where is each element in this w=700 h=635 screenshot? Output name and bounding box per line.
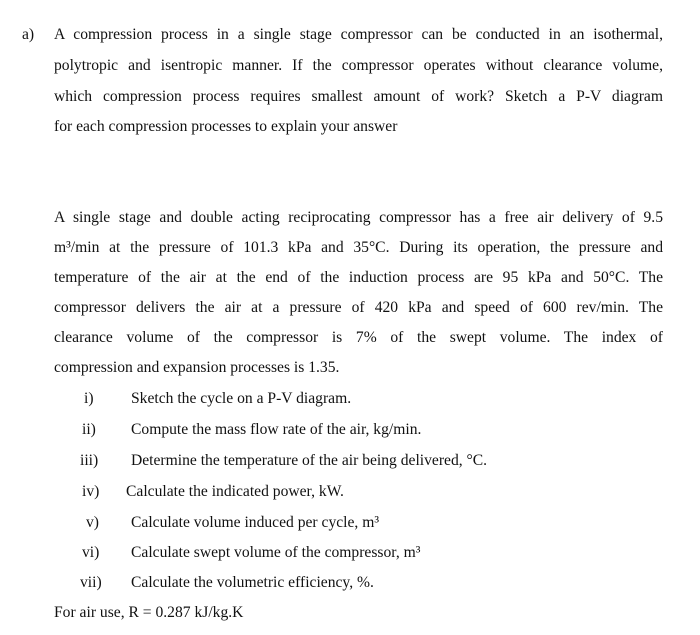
item-2-text: Compute the mass flow rate of the air, kg/min. [131,421,422,438]
part-b-line-1: A single stage and double acting reciprocating compressor has a free air delivery of 9.5 [54,209,663,226]
item-2-number: ii) [82,421,96,438]
part-b-line-3: temperature of the air at the end of the induction process are 95 kPa and 50°C. The [54,269,663,286]
item-1-text: Sketch the cycle on a P-V diagram. [131,390,352,407]
part-a-line-1: A compression process in a single stage compressor can be conducted in an isothermal, [54,26,663,43]
item-5-number: v) [86,514,99,531]
part-b-line-6: compression and expansion processes is 1.35. [54,359,340,376]
item-3-text: Determine the temperature of the air being delivered, °C. [131,452,488,469]
item-7-number: vii) [80,574,102,591]
part-a-line-4: for each compression processes to explain your answer [54,118,398,135]
item-7-text: Calculate the volumetric efficiency, %. [131,574,374,591]
part-b-line-5: clearance volume of the compressor is 7% of the swept volume. The index of [54,329,663,346]
part-a-line-2: polytropic and isentropic manner. If the compressor operates without clearance volume, [54,57,663,74]
gas-constant-note: For air use, R = 0.287 kJ/kg.K [54,604,244,621]
part-a-line-3: which compression process requires smallest amount of work? Sketch a P-V diagram [54,88,663,105]
part-b-line-4: compressor delivers the air at a pressure of 420 kPa and speed of 600 rev/min. The [54,299,663,316]
part-b-line-2: m³/min at the pressure of 101.3 kPa and 35°C. During its operation, the pressure and [54,239,663,256]
part-a-marker: a) [22,26,35,43]
item-4-text: Calculate the indicated power, kW. [126,483,344,500]
item-6-text: Calculate swept volume of the compressor, m³ [131,544,421,561]
item-4-number: iv) [82,483,100,500]
item-1-number: i) [84,390,94,407]
item-6-number: vi) [82,544,100,561]
item-5-text: Calculate volume induced per cycle, m³ [131,514,380,531]
item-3-number: iii) [80,452,99,469]
